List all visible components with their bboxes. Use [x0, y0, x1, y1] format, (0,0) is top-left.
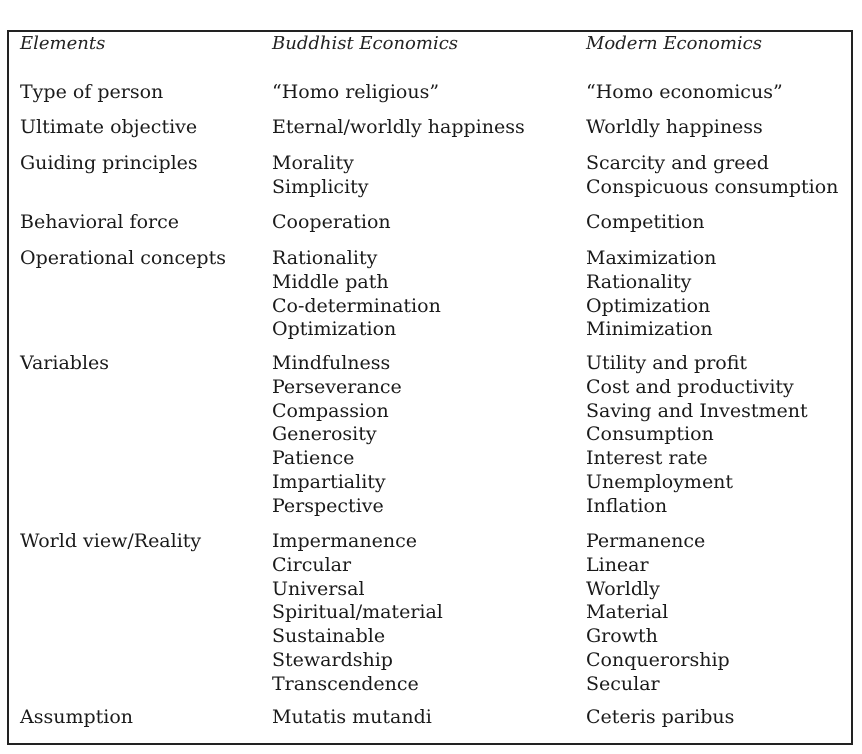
modern-item: Minimization — [586, 318, 713, 341]
modern-item: Utility and profit — [586, 352, 748, 374]
modern-item: Cost and productivity — [586, 375, 794, 398]
buddhist-item: Mindfulness — [272, 352, 391, 374]
modern-item: Material — [586, 601, 669, 624]
buddhist-item: Rationality — [272, 247, 378, 269]
modern-cell — [586, 116, 763, 140]
modern-item: Conquerorship — [586, 648, 730, 671]
modern-item: Growth — [586, 625, 658, 648]
row-element-label: Ultimate objective — [20, 116, 198, 138]
buddhist-item: Generosity — [272, 423, 377, 446]
buddhist-item: Universal — [272, 577, 365, 600]
modern-cell — [586, 247, 716, 342]
buddhist-item: Eternal/worldly happiness — [272, 116, 525, 138]
modern-cell — [586, 706, 734, 730]
modern-item: Rationality — [586, 270, 692, 293]
buddhist-item: Mutatis mutandi — [272, 706, 432, 728]
buddhist-item: Spiritual/material — [272, 601, 443, 624]
buddhist-item: Optimization — [272, 318, 397, 341]
buddhist-cell — [272, 352, 402, 519]
header-buddhist-economics: Buddhist Economics — [272, 33, 459, 54]
modern-item: Conspicuous consumption — [586, 175, 839, 198]
modern-item: Scarcity and greed — [586, 152, 769, 174]
modern-cell — [586, 352, 808, 519]
row-element-label: Operational concepts — [20, 247, 226, 269]
buddhist-item: “Homo religious” — [272, 81, 440, 103]
buddhist-item: Perseverance — [272, 375, 402, 398]
buddhist-item: Compassion — [272, 399, 389, 422]
row-element-label: Behavioral force — [20, 211, 179, 233]
modern-item: “Homo economicus” — [586, 81, 783, 103]
modern-item: Worldly — [586, 577, 660, 600]
buddhist-item: Circular — [272, 553, 352, 576]
buddhist-cell — [272, 211, 391, 235]
modern-item: Worldly happiness — [586, 116, 763, 138]
buddhist-item: Stewardship — [272, 648, 393, 671]
row-element-label: Variables — [20, 352, 110, 374]
row-element-label: World view/Reality — [20, 530, 202, 552]
buddhist-item: Transcendence — [272, 672, 419, 695]
buddhist-item: Perspective — [272, 494, 384, 517]
modern-cell — [586, 81, 783, 105]
modern-item: Optimization — [586, 294, 711, 317]
row-element-label: Assumption — [20, 706, 134, 728]
buddhist-item: Sustainable — [272, 625, 386, 648]
buddhist-item: Morality — [272, 152, 354, 174]
modern-item: Interest rate — [586, 447, 708, 470]
modern-cell — [586, 530, 730, 697]
buddhist-cell — [272, 152, 369, 200]
modern-cell — [586, 152, 838, 200]
modern-item: Linear — [586, 553, 649, 576]
buddhist-cell — [272, 81, 439, 105]
buddhist-item: Impartiality — [272, 470, 386, 493]
modern-item: Competition — [586, 211, 705, 233]
row-element-label: Guiding principles — [20, 152, 198, 174]
row-element-label: Type of person — [20, 81, 164, 103]
buddhist-item: Middle path — [272, 270, 389, 293]
header-modern-economics: Modern Economics — [586, 33, 762, 54]
modern-item: Ceteris paribus — [586, 706, 735, 728]
buddhist-cell — [272, 247, 441, 342]
buddhist-item: Simplicity — [272, 175, 369, 198]
buddhist-cell — [272, 706, 432, 730]
modern-item: Maximization — [586, 247, 717, 269]
modern-item: Secular — [586, 672, 660, 695]
modern-item: Permanence — [586, 530, 706, 552]
buddhist-cell — [272, 116, 525, 140]
modern-item: Consumption — [586, 423, 714, 446]
buddhist-cell — [272, 530, 443, 697]
modern-cell — [586, 211, 705, 235]
modern-item: Unemployment — [586, 470, 734, 493]
buddhist-item: Patience — [272, 447, 355, 470]
header-elements: Elements — [20, 33, 106, 54]
modern-item: Inflation — [586, 494, 668, 517]
buddhist-item: Cooperation — [272, 211, 391, 233]
modern-item: Saving and Investment — [586, 399, 808, 422]
buddhist-item: Co-determination — [272, 294, 441, 317]
buddhist-item: Impermanence — [272, 530, 417, 552]
